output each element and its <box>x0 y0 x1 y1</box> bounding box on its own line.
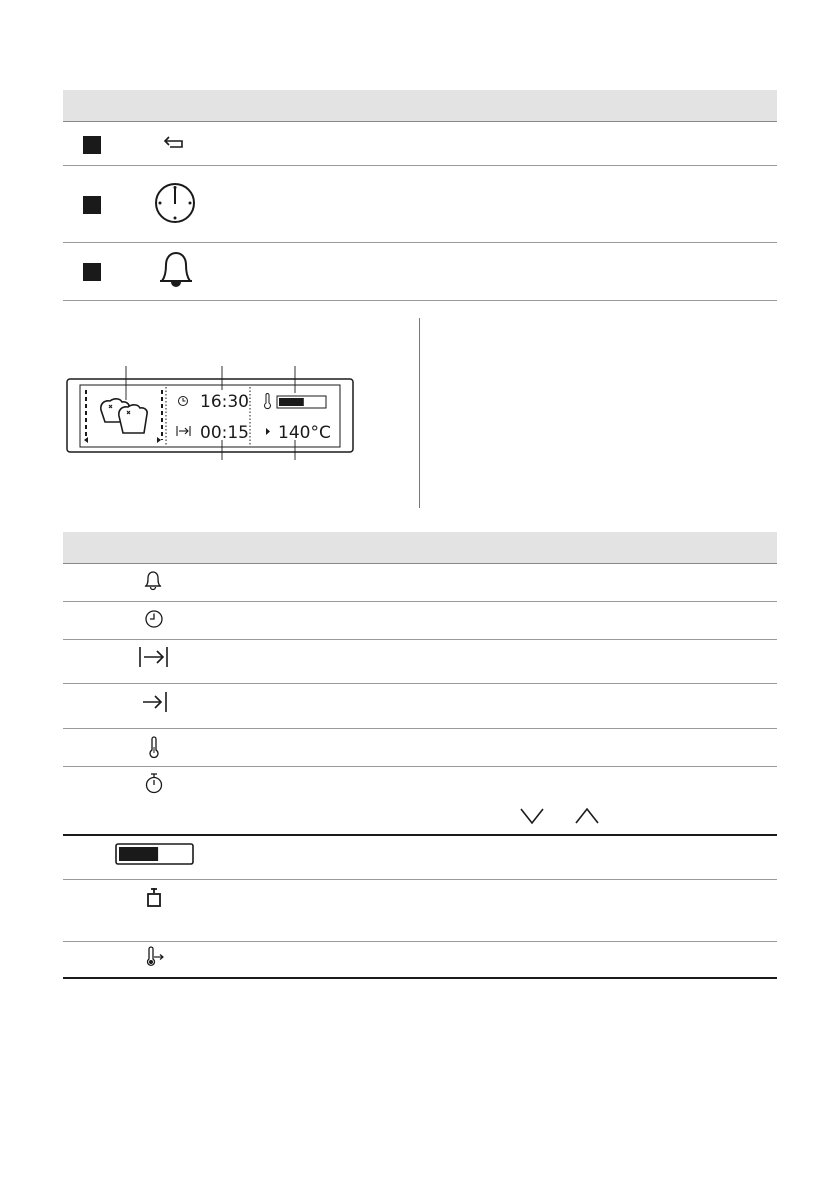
weight-icon <box>146 886 162 908</box>
key-marker <box>83 136 101 154</box>
clock-icon <box>153 181 197 225</box>
play-arrow-icon <box>266 428 270 435</box>
end-time-icon <box>141 690 169 714</box>
chevron-down-icon <box>519 807 545 825</box>
display-temperature: 140°C <box>278 423 331 443</box>
thermometer-icon <box>265 394 271 409</box>
bell-icon <box>143 570 163 592</box>
display-time: 16:30 <box>200 392 249 412</box>
food-icon <box>101 399 147 433</box>
key-marker <box>83 263 101 281</box>
chevron-up-icon <box>574 807 600 825</box>
timer-icon <box>144 772 164 794</box>
key-table <box>63 90 777 302</box>
duration-icon <box>138 645 170 669</box>
clock-icon <box>144 609 164 629</box>
key-table-header <box>63 90 777 122</box>
display-duration: 00:15 <box>200 423 249 443</box>
back-arrow-icon <box>162 133 188 153</box>
column-divider <box>419 318 420 508</box>
duration-icon <box>177 426 190 436</box>
clock-icon <box>179 397 188 406</box>
key-marker <box>83 196 101 214</box>
display-symbols-table <box>63 532 777 982</box>
heat-bar-icon <box>115 843 195 865</box>
symbols-table-header <box>63 532 777 564</box>
bell-icon <box>156 248 196 292</box>
thermometer-icon <box>146 736 162 760</box>
display-illustration <box>60 360 360 460</box>
core-sensor-icon <box>144 946 166 970</box>
